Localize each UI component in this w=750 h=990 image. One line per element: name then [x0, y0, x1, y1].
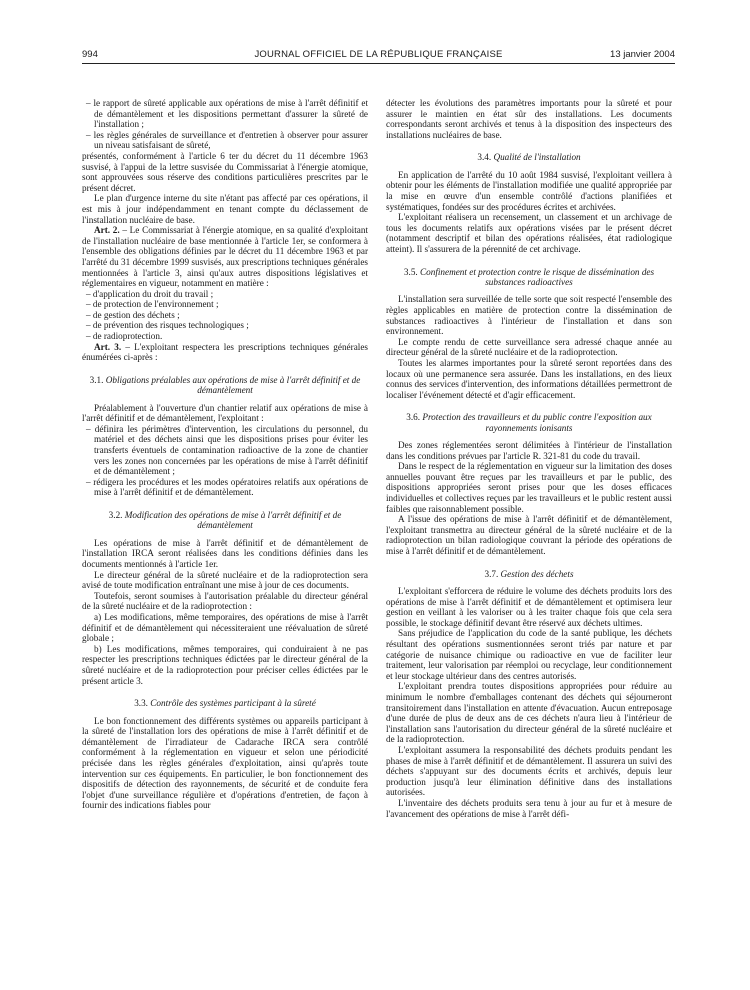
section-heading: 3.6. Protection des travailleurs et du public contre l'exposition aux rayonnements ionisants: [406, 412, 652, 433]
paragraph: Toutes les alarmes importantes pour la sûreté seront reportées dans des locaux où une permanence sera assurée. Dans les installations, en des lieux connus des services d'intervention, des informations détaillées permettront de localiser l'événement détecté et d'agir efficacement.: [386, 357, 672, 400]
section-heading: 3.5. Confinement et protection contre le risque de dissémination des substances radioactives: [403, 266, 655, 287]
article-text: – Le Commissariat à l'énergie atomique, en sa qualité d'exploitant de l'installation nucléaire de base mentionnée à l'article 1er, se conformera à l'ensemble des obligations définies par le décret du 11 décembre 1963 et par l'arrêté du 31 décembre 1999 susvisés, aux prescriptions techniques générales mentionnées à l'article 3, ainsi qu'aux autres dispositions législatives et réglementaires en vigueur, notamment en matière :: [82, 225, 368, 289]
header-rule: [82, 63, 675, 64]
paragraph: b) Les modifications, mêmes temporaires, qui conduiraient à ne pas respecter les prescriptions techniques édictées par le directeur général de la sûreté nucléaire et de la radioprotection pour préciser celles édictées par le présent article 3.: [82, 643, 368, 686]
article-label: Art. 2.: [94, 225, 120, 236]
list-item: – définira les périmètres d'intervention, les circulations du personnel, du matériel et des déchets ainsi que les dispositions prises pour éviter les transferts éventuels de contamination radioactive de la zone de chantier vers les zones non concernées par les opérations de mise à l'arrêt définitif et de démantèlement ;: [86, 423, 368, 477]
list-item: – de prévention des risques technologiques ;: [86, 320, 249, 331]
paragraph: L'exploitant prendra toutes dispositions appropriées pour réduire au minimum le nombre d'emballages contenant des déchets qui séjourneront transitoirement dans l'installation en attente d'évacuation. Aucun entreposage d'une durée de plus de deux ans de ces déchets n'aura lieu à l'intérieur de l'installation sans l'autorisation du directeur général de la sûreté nucléaire et de la radioprotection.: [386, 681, 672, 745]
paragraph: détecter les évolutions des paramètres importants pour la sûreté et pour assurer le maintien en état sûr des installations. Les documents correspondants seront archivés et tenus à la disposition des inspecteurs des installations nucléaires de base.: [386, 98, 672, 140]
paragraph: L'inventaire des déchets produits sera tenu à jour au fur et à mesure de l'avancement des opérations de mise à l'arrêt défi-: [386, 797, 672, 819]
paragraph: L'exploitant assumera la responsabilité des déchets produits pendant les phases de mise à l'arrêt définitif et de démantèlement. Il assurera un suivi des déchets s'appuyant sur des documents écrits et archivés, depuis leur production jusqu'à leur élimination définitive dans des installations autorisées.: [386, 744, 672, 798]
paragraph: Le bon fonctionnement des différents systèmes ou appareils participant à la sûreté de l'installation lors des opérations de mise à l'arrêt définitif et de démantèlement de l'irradiateur de Cadarache IRCA sera contrôlé conformément à la réglementation en vigueur et selon une périodicité précisée dans les règles générales d'exploitation, ainsi qu'après toute intervention sur ces équipements. En particulier, le bon fonctionnement des dispositifs de détection des rayonnements, de sécurité et de conduite fera l'objet d'une surveillance régulière et d'opérations d'entretien, de façon à fournir des indications fiables pour: [82, 715, 368, 811]
article-text: – L'exploitant respectera les prescriptions techniques générales énumérées ci-après :: [82, 341, 368, 363]
paragraph: Le directeur général de la sûreté nucléaire et de la radioprotection sera avisé de toute modification entraînant une mise à jour de ces documents.: [82, 569, 368, 591]
publication-date: 13 janvier 2004: [610, 49, 675, 60]
page-header: [82, 49, 675, 63]
article-3: [82, 342, 368, 363]
paragraph: Sans préjudice de l'application du code de la santé publique, les déchets résultant des opérations susmentionnées seront triés par nature et par catégorie de nuisance chimique ou radioactive en vue de faciliter leur traitement, leur valorisation par réemploi ou recyclage, leur conditionnement et leur stockage ultérieur dans des centres autorisés.: [386, 628, 672, 681]
paragraph: Des zones réglementées seront délimitées à l'intérieur de l'installation dans les conditions prévues par l'article R. 321-81 du code du travail.: [386, 440, 672, 461]
paragraph: L'exploitant réalisera un recensement, un classement et un archivage de tous les documents relatifs aux opérations visées par le présent décret (notamment descriptif et bilan des opérations réalisées, état radiologique atteint). Il s'assurera de la pérennité de cet archivage.: [386, 212, 672, 254]
section-heading: 3.1. Obligations préalables aux opérations de mise à l'arrêt définitif et de démantèlement: [89, 374, 361, 396]
section-heading: 3.2. Modification des opérations de mise à l'arrêt définitif et de démantèlement: [108, 510, 342, 531]
section-heading: 3.7. Gestion des déchets: [484, 568, 574, 579]
paragraph: – les règles générales de surveillance et d'entretien à observer pour assurer un niveau satisfaisant de sûreté,: [86, 129, 368, 151]
paragraph: Préalablement à l'ouverture d'un chantier relatif aux opérations de mise à l'arrêt définitif et de démantèlement, l'exploitant :: [82, 402, 368, 424]
list-item: – de radioprotection.: [86, 331, 163, 342]
paragraph: présentés, conformément à l'article 6 ter du décret du 11 décembre 1963 susvisé, à l'appui de la lettre susvisée du Commissariat à l'énergie atomique, sont approuvées sous réserve des conditions particulières prescrites par le présent décret.: [82, 150, 368, 193]
paragraph: A l'issue des opérations de mise à l'arrêt définitif et de démantèlement, l'exploitant transmettra au directeur général de la sûreté nucléaire et de la radioprotection un bilan radiologique couvrant la période des opérations de mise à l'arrêt définitif et de démantèlement.: [386, 514, 672, 557]
article-2: [82, 225, 368, 289]
paragraph: Le compte rendu de cette surveillance sera adressé chaque année au directeur général de la sûreté nucléaire et de la radioprotection.: [386, 336, 672, 358]
paragraph: – le rapport de sûreté applicable aux opérations de mise à l'arrêt définitif et de démantèlement et les dispositions permettant d'assurer la sûreté de l'installation ;: [86, 98, 368, 130]
left-column: [82, 98, 368, 811]
paragraph: L'installation sera surveillée de telle sorte que soit respecté l'ensemble des règles applicables en matière de protection contre la dissémination de substances radioactives à l'intérieur de l'installation et dans son environnement.: [386, 294, 672, 337]
paragraph: Toutefois, seront soumises à l'autorisation préalable du directeur général de la sûreté nucléaire et de la radioprotection :: [82, 590, 368, 612]
paragraph: L'exploitant s'efforcera de réduire le volume des déchets produits lors des opérations de mise à l'arrêt définitif et de démantèlement et optimisera leur gestion en veillant à les valoriser ou à les traiter chaque fois que cela sera possible, le stockage définitif devant être réservé aux déchets ultimes.: [386, 586, 672, 628]
page-number: 994: [82, 49, 98, 60]
list-item: – de protection de l'environnement ;: [86, 299, 219, 310]
right-column: [386, 98, 672, 819]
paragraph: a) Les modifications, même temporaires, des opérations de mise à l'arrêt définitif et de démantèlement qui nécessiteraient une réévaluation de sûreté globale ;: [82, 611, 368, 644]
list-item: – d'application du droit du travail ;: [86, 288, 214, 299]
paragraph: En application de l'arrêté du 10 août 1984 susvisé, l'exploitant veillera à obtenir pour les éléments de l'installation modifiée une qualité appropriée par la mise en œuvre d'un ensemble contrôlé d'actions planifiées et systématiques, fondées sur des procédures écrites et archivées.: [386, 169, 672, 212]
journal-title: JOURNAL OFFICIEL DE LA RÉPUBLIQUE FRANÇAISE: [254, 49, 503, 60]
section-heading: 3.3. Contrôle des systèmes participant à la sûreté: [134, 698, 316, 709]
article-label: Art. 3.: [94, 341, 122, 352]
paragraph: Les opérations de mise à l'arrêt définitif et de démantèlement de l'installation IRCA seront réalisées dans les conditions définies dans les documents mentionnés à l'article 1er.: [82, 537, 368, 569]
paragraph: Dans le respect de la réglementation en vigueur sur la limitation des doses annuelles pouvant être reçues par les travailleurs et par le public, des dispositions appropriées seront prises pour que les doses efficaces individuelles et collectives reçues par les travailleurs et le public restent aussi faibles que raisonnablement possible.: [386, 461, 672, 514]
list-item: – de gestion des déchets ;: [86, 309, 180, 320]
list-item: – rédigera les procédures et les modes opératoires relatifs aux opérations de mise à l'arrêt définitif et de démantèlement.: [86, 476, 368, 498]
section-heading: 3.4. Qualité de l'installation: [477, 152, 581, 163]
paragraph: Le plan d'urgence interne du site n'étant pas affecté par ces opérations, il est mis à jour indépendamment en tenant compte du déclassement de l'installation nucléaire de base.: [82, 193, 368, 225]
